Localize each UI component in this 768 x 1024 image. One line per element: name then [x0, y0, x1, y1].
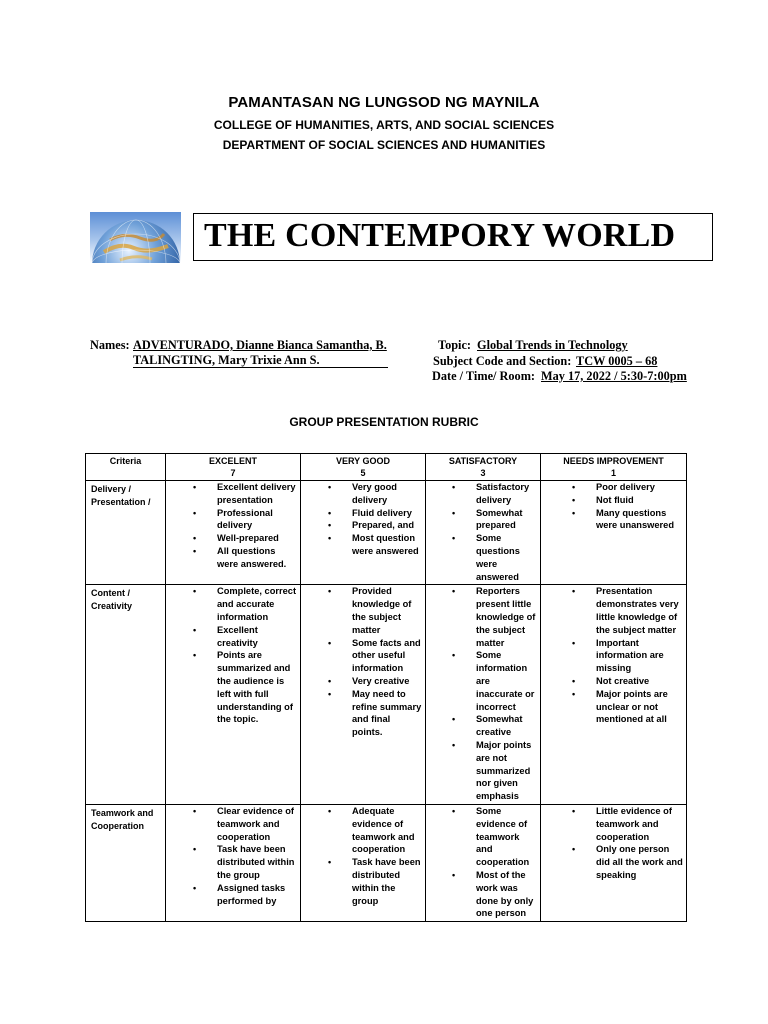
bullet-item: • Some facts and other useful information	[301, 637, 423, 675]
rubric-cell	[166, 481, 301, 585]
bullet-item: • Prepared, and	[301, 519, 423, 532]
bullet-list	[426, 805, 538, 920]
rubric-cell	[426, 585, 541, 805]
course-title: THE CONTEMPORY WORLD	[204, 217, 676, 254]
names-label: Names:	[90, 338, 130, 352]
criteria-cell: Delivery / Presentation /	[86, 481, 166, 585]
bullet-item: • Task have been distributed within the group	[166, 843, 298, 881]
globe-image	[90, 212, 181, 263]
date-label: Date / Time/ Room:	[432, 369, 536, 383]
bullet-item: • Very creative	[301, 675, 423, 688]
bullet-item: • Important information are missing	[541, 637, 684, 675]
rubric-cell	[166, 585, 301, 805]
college-name: COLLEGE OF HUMANITIES, ARTS, AND SOCIAL SCIENCES	[213, 118, 555, 132]
date-value: May 17, 2022 / 5:30-7:00pm	[541, 369, 687, 383]
bullet-item: • Assigned tasks performed by	[166, 882, 298, 908]
bullet-item: • Not fluid	[541, 494, 684, 507]
bullet-list	[426, 481, 538, 583]
bullet-item: • Reporters present little knowledge of the subject matter	[426, 585, 538, 649]
bullet-item: • Satisfactory delivery	[426, 481, 538, 507]
rubric-cell	[541, 804, 687, 921]
rubric-header-row	[86, 454, 687, 481]
bullet-item: • Provided knowledge of the subject matter	[301, 585, 423, 636]
bullet-item: • Clear evidence of teamwork and cooperation	[166, 805, 298, 843]
criteria-cell: Content / Creativity	[86, 585, 166, 805]
bullet-item: • Excellent creativity	[166, 624, 298, 650]
column-header-satisfactory: SATISFACTORY 3	[426, 454, 541, 481]
bullet-item: • May need to refine summary and final points.	[301, 688, 423, 739]
bullet-list	[426, 585, 538, 803]
bullet-list	[301, 805, 423, 907]
department-name: DEPARTMENT OF SOCIAL SCIENCES AND HUMANITIES	[222, 138, 546, 152]
bullet-item: • Fluid delivery	[301, 507, 423, 520]
student-name-1: ADVENTURADO, Dianne Bianca Samantha, B.	[133, 338, 387, 352]
bullet-item: • All questions were answered.	[166, 545, 298, 571]
bullet-item: • Adequate evidence of teamwork and cooperation	[301, 805, 423, 856]
bullet-item: • Major points are unclear or not mentioned at all	[541, 688, 684, 726]
bullet-item: • Most question were answered	[301, 532, 423, 558]
bullet-item: • Somewhat prepared	[426, 507, 538, 533]
rubric-title: GROUP PRESENTATION RUBRIC	[289, 415, 479, 429]
rubric-table	[85, 453, 687, 922]
subject-value: TCW 0005 – 68	[576, 354, 658, 368]
bullet-item: • Professional delivery	[166, 507, 298, 533]
rubric-cell	[541, 481, 687, 585]
bullet-item: • Presentation demonstrates very little knowledge of the subject matter	[541, 585, 684, 636]
rubric-cell	[541, 585, 687, 805]
bullet-item: • Little evidence of teamwork and cooperation	[541, 805, 684, 843]
topic-value: Global Trends in Technology	[477, 338, 628, 352]
bullet-item: • Most of the work was done by only one person	[426, 869, 538, 920]
bullet-item: • Some evidence of teamwork and cooperation	[426, 805, 538, 869]
bullet-item: • Many questions were unanswered	[541, 507, 684, 533]
bullet-item: • Complete, correct and accurate information	[166, 585, 298, 623]
rubric-cell	[166, 804, 301, 921]
bullet-item: • Poor delivery	[541, 481, 684, 494]
bullet-item: • Not creative	[541, 675, 684, 688]
bullet-item: • Very good delivery	[301, 481, 423, 507]
bullet-item: • Some questions were answered	[426, 532, 538, 583]
student-name-2: TALINGTING, Mary Trixie Ann S.	[133, 354, 388, 368]
bullet-item: • Well-prepared	[166, 532, 298, 545]
rubric-row	[86, 804, 687, 921]
rubric-row	[86, 481, 687, 585]
criteria-cell: Teamwork and Cooperation	[86, 804, 166, 921]
subject-label: Subject Code and Section:	[433, 354, 572, 368]
bullet-item: • Major points are not summarized nor given emphasis	[426, 739, 538, 803]
bullet-list	[541, 805, 684, 882]
bullet-item: • Excellent delivery presentation	[166, 481, 298, 507]
course-title-box	[193, 213, 713, 261]
rubric-cell	[301, 481, 426, 585]
criteria-header: Criteria	[86, 454, 166, 481]
rubric-cell	[426, 804, 541, 921]
column-header-excellent: EXCELENT 7	[166, 454, 301, 481]
rubric-cell	[426, 481, 541, 585]
bullet-list	[541, 481, 684, 532]
university-name: PAMANTASAN NG LUNGSOD NG MAYNILA	[228, 94, 540, 111]
bullet-item: • Some information are inaccurate or incorrect	[426, 649, 538, 713]
bullet-list	[166, 481, 298, 571]
column-header-very-good: VERY GOOD 5	[301, 454, 426, 481]
bullet-list	[301, 481, 423, 558]
bullet-list	[541, 585, 684, 726]
bullet-item: • Somewhat creative	[426, 713, 538, 739]
rubric-cell	[301, 585, 426, 805]
bullet-item: • Task have been distributed within the group	[301, 856, 423, 907]
rubric-cell	[301, 804, 426, 921]
column-header-needs-improvement: NEEDS IMPROVEMENT 1	[541, 454, 687, 481]
topic-label: Topic:	[438, 338, 472, 352]
bullet-item: • Only one person did all the work and speaking	[541, 843, 684, 881]
bullet-list	[301, 585, 423, 739]
bullet-item: • Points are summarized and the audience is left with full understanding of the topic.	[166, 649, 298, 726]
bullet-list	[166, 805, 298, 907]
rubric-row	[86, 585, 687, 805]
bullet-list	[166, 585, 298, 726]
